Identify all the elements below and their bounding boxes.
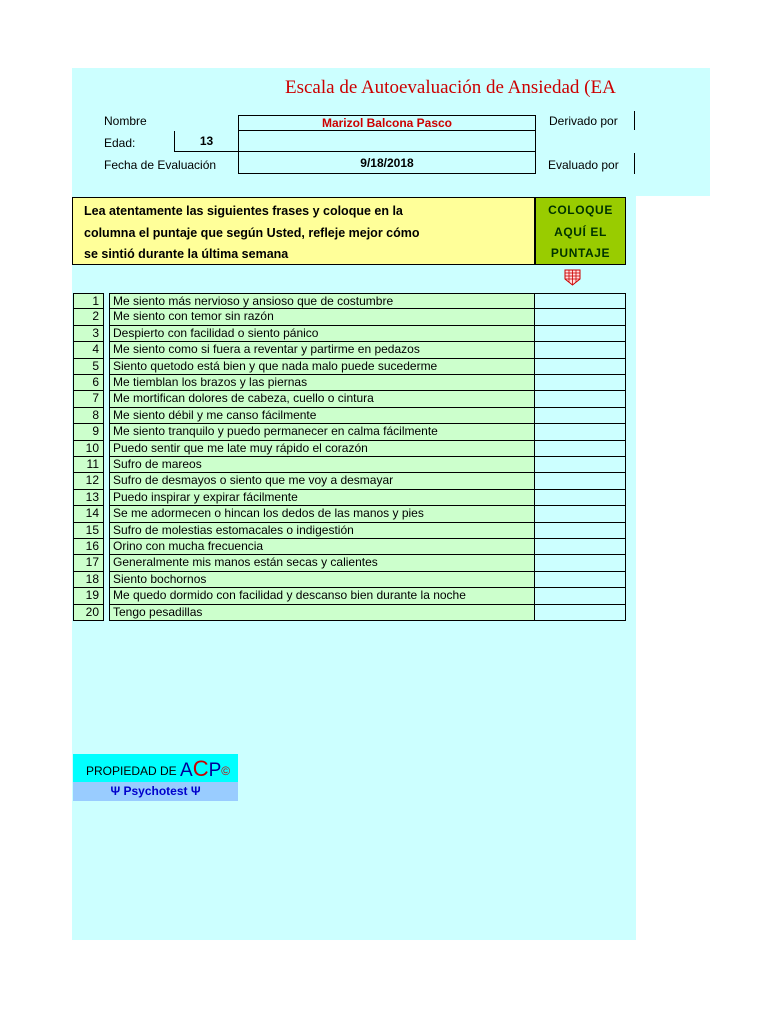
derived-by-label: Derivado por <box>549 114 618 128</box>
item-row <box>72 408 626 424</box>
instruction-line: columna el puntaje que según Usted, refleje mejor cómo <box>84 225 420 240</box>
item-row <box>72 539 626 555</box>
item-score-cell[interactable] <box>535 375 626 391</box>
item-row <box>72 457 626 473</box>
item-score-cell[interactable] <box>535 408 626 424</box>
copyright-symbol: © <box>221 764 231 778</box>
item-score-cell[interactable] <box>535 342 626 358</box>
item-text: Me tiemblan los brazos y las piernas <box>109 375 535 391</box>
item-score-cell[interactable] <box>535 473 626 489</box>
item-text: Despierto con facilidad o siento pánico <box>109 326 535 342</box>
item-text: Sufro de mareos <box>109 457 535 473</box>
item-score-cell[interactable] <box>535 490 626 506</box>
item-row <box>72 523 626 539</box>
item-row <box>72 293 626 309</box>
instruction-line: Lea atentamente las siguientes frases y coloque en la <box>84 204 403 218</box>
score-header-line: AQUÍ EL <box>554 224 607 239</box>
item-score-cell[interactable] <box>535 457 626 473</box>
psychotest-banner: Ψ Psychotest Ψ <box>73 782 238 801</box>
item-text: Me siento como si fuera a reventar y partirme en pedazos <box>109 342 535 358</box>
name-label: Nombre <box>104 114 147 128</box>
item-text: Orino con mucha frecuencia <box>109 539 535 555</box>
item-text: Siento quetodo está bien y que nada malo puede sucederme <box>109 359 535 375</box>
age-extra-cell <box>238 131 536 152</box>
property-text: PROPIEDAD DE <box>86 764 181 778</box>
item-score-cell[interactable] <box>535 391 626 407</box>
item-score-cell[interactable] <box>535 441 626 457</box>
item-row <box>72 424 626 440</box>
item-number: 6 <box>73 375 104 391</box>
item-row <box>72 342 626 358</box>
item-number: 8 <box>73 408 104 424</box>
item-row <box>72 588 626 604</box>
derived-by-field-edge <box>634 111 635 130</box>
item-row <box>72 506 626 522</box>
item-number: 7 <box>73 391 104 407</box>
item-row <box>72 555 626 571</box>
item-text: Me siento con temor sin razón <box>109 309 535 325</box>
item-number: 1 <box>73 293 104 309</box>
age-field[interactable]: 13 <box>174 131 239 152</box>
item-number: 18 <box>73 572 104 588</box>
evaluated-by-field-edge <box>634 153 635 174</box>
item-number: 4 <box>73 342 104 358</box>
item-score-cell[interactable] <box>535 506 626 522</box>
item-score-cell[interactable] <box>535 555 626 571</box>
item-score-cell[interactable] <box>535 326 626 342</box>
item-score-cell[interactable] <box>535 605 626 621</box>
date-label: Fecha de Evaluación <box>104 158 217 172</box>
grid-arrow-icon <box>564 269 581 286</box>
item-text: Me quedo dormido con facilidad y descanso bien durante la noche <box>109 588 535 604</box>
item-row <box>72 490 626 506</box>
header-extension <box>636 68 710 196</box>
item-row <box>72 441 626 457</box>
item-number: 16 <box>73 539 104 555</box>
item-row <box>72 605 626 621</box>
item-text: Me siento tranquilo y puedo permanecer en calma fácilmente <box>109 424 535 440</box>
item-text: Se me adormecen o hincan los dedos de las manos y pies <box>109 506 535 522</box>
item-row <box>72 309 626 325</box>
item-number: 20 <box>73 605 104 621</box>
item-score-cell[interactable] <box>535 572 626 588</box>
item-score-cell[interactable] <box>535 359 626 375</box>
item-text: Generalmente mis manos están secas y calientes <box>109 555 535 571</box>
acp-logo-a: A <box>180 760 193 781</box>
score-header-line: PUNTAJE <box>550 246 611 260</box>
item-row <box>72 473 626 489</box>
item-number: 2 <box>73 309 104 325</box>
item-number: 13 <box>73 490 104 506</box>
item-number: 5 <box>73 359 104 375</box>
age-label: Edad: <box>104 136 136 150</box>
item-number: 11 <box>73 457 104 473</box>
item-row <box>72 359 626 375</box>
score-header-line: COLOQUE <box>548 203 613 217</box>
item-row <box>72 326 626 342</box>
item-score-cell[interactable] <box>535 539 626 555</box>
item-number: 10 <box>73 441 104 457</box>
item-score-cell[interactable] <box>535 424 626 440</box>
item-number: 19 <box>73 588 104 604</box>
item-row <box>72 391 626 407</box>
score-column-header <box>535 197 626 265</box>
item-text: Sufro de desmayos o siento que me voy a desmayar <box>109 473 535 489</box>
item-text: Puedo sentir que me late muy rápido el corazón <box>109 441 535 457</box>
item-text: Me siento débil y me canso fácilmente <box>109 408 535 424</box>
acp-logo-p: P <box>208 760 222 781</box>
item-number: 17 <box>73 555 104 571</box>
item-score-cell[interactable] <box>535 293 626 309</box>
item-number: 3 <box>73 326 104 342</box>
item-row <box>72 375 626 391</box>
item-score-cell[interactable] <box>535 588 626 604</box>
item-number: 12 <box>73 473 104 489</box>
item-text: Sufro de molestias estomacales o indigestión <box>109 523 535 539</box>
item-text: Me mortifican dolores de cabeza, cuello o cintura <box>109 391 535 407</box>
date-field[interactable]: 9/18/2018 <box>238 152 536 174</box>
item-text: Me siento más nervioso y ansioso que de costumbre <box>109 293 535 309</box>
item-text: Puedo inspirar y expirar fácilmente <box>109 490 535 506</box>
property-banner <box>73 754 238 782</box>
item-row <box>72 572 626 588</box>
item-number: 9 <box>73 424 104 440</box>
item-text: Siento bochornos <box>109 572 535 588</box>
name-field[interactable]: Marizol Balcona Pasco <box>238 115 536 131</box>
instruction-line: se sintió durante la última semana <box>84 247 289 261</box>
item-text: Tengo pesadillas <box>109 605 535 621</box>
acp-logo-c: C <box>192 756 209 781</box>
item-score-cell[interactable] <box>535 523 626 539</box>
instructions-box <box>72 197 535 265</box>
item-number: 15 <box>73 523 104 539</box>
page-title: Escala de Autoevaluación de Ansiedad (EA <box>285 77 616 98</box>
item-score-cell[interactable] <box>535 309 626 325</box>
item-number: 14 <box>73 506 104 522</box>
evaluated-by-label: Evaluado por <box>548 158 619 172</box>
